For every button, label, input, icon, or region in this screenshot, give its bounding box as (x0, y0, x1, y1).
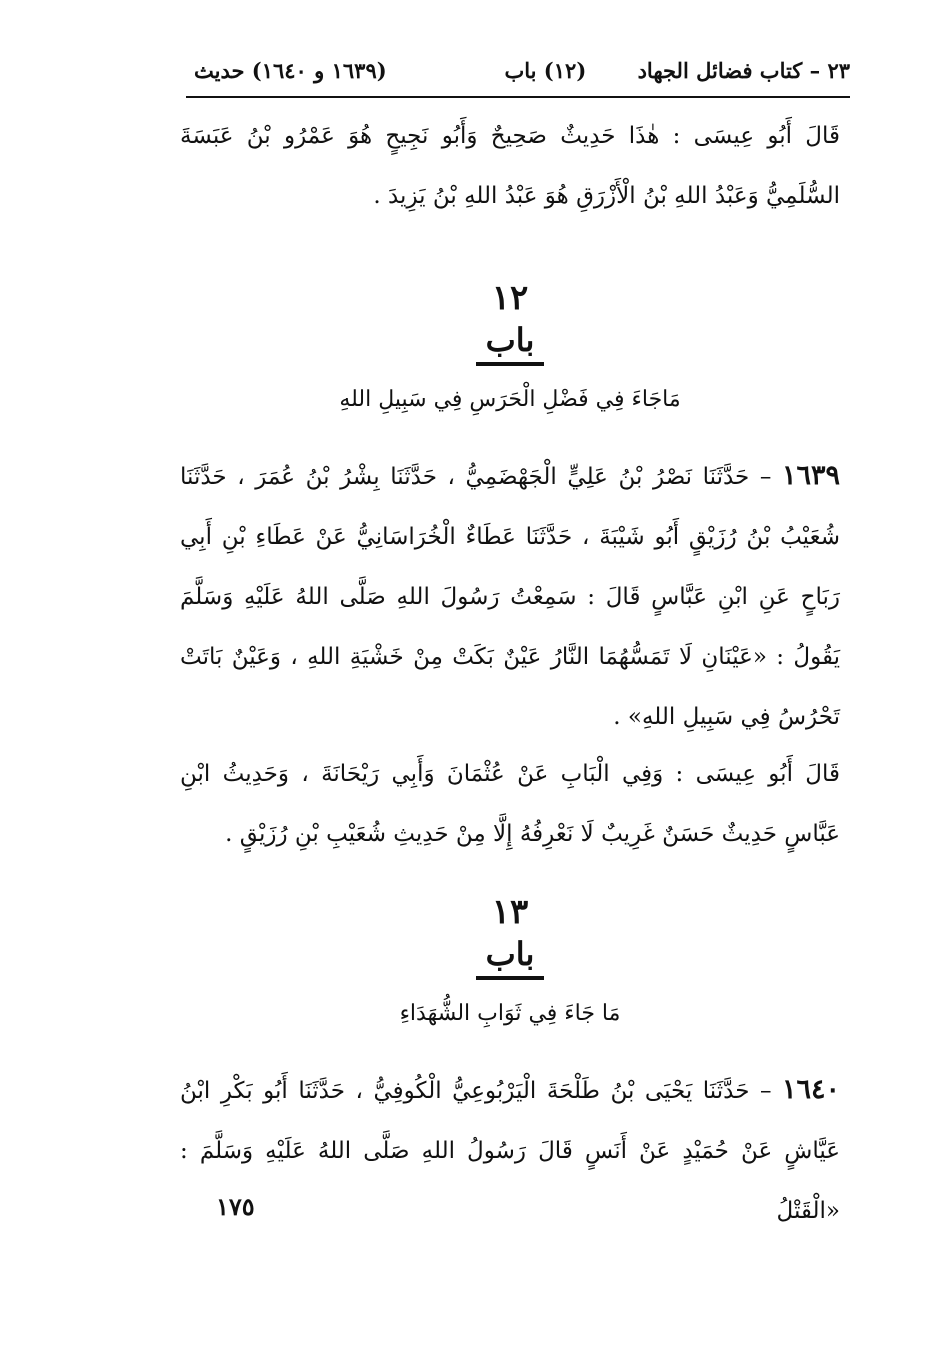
hadith-1639-number: ١٦٣٩ (782, 460, 841, 491)
comment-1639-text: قَالَ أَبُو عِيسَى : وَفِي الْبَابِ عَنْ عُثْمَانَ وَأَبِي رَيْحَانَةَ ، وَحَدِيثُ ابْنِ عَبَّاسٍ حَدِيثٌ حَسَنٌ غَرِيبٌ لَا نَعْرِفُهُ إِلَّا مِنْ حَدِيثِ شُعَيْبِ بْنِ رُزَيْقٍ . (180, 761, 840, 847)
hadith-1639-text: – حَدَّثَنَا نَصْرُ بْنُ عَلِيٍّ الْجَهْضَمِيُّ ، حَدَّثَنَا بِشْرُ بْنُ عُمَرَ ، حَدَّثَنَا شُعَيْبُ بْنُ رُزَيْقٍ أَبُو شَيْبَةَ ، حَدَّثَنَا عَطَاءٌ الْخُرَاسَانِيُّ عَنْ عَطَاءِ بْنِ أَبِي رَبَاحٍ عَنِ ابْنِ عَبَّاسٍ قَالَ : سَمِعْتُ رَسُولَ اللهِ صَلَّى اللهُ عَلَيْهِ وَسَلَّمَ يَقُولُ : «عَيْنَانِ لَا تَمَسُّهُمَا النَّارُ عَيْنٌ بَكَتْ مِنْ خَشْيَةِ اللهِ ، وَعَيْنٌ بَاتَتْ تَحْرُسُ فِي سَبِيلِ اللهِ» . (180, 464, 840, 730)
section-13-number: ١٣ (491, 892, 529, 932)
section-12-number: ١٢ (491, 278, 529, 318)
intro-text: قَالَ أَبُو عِيسَى : هٰذَا حَدِيثٌ صَحِيحٌ وَأَبُو نَجِيحٍ هُوَ عَمْرُو بْنُ عَبَسَةَ السُّلَمِيُّ وَعَبْدُ اللهِ بْنُ الْأَزْرَقِ هُوَ عَبْدُ اللهِ بْنُ يَزِيدَ . (180, 123, 840, 209)
comment-1639 (180, 744, 840, 864)
header-rule (186, 96, 850, 98)
section-12-title: مَاجَاءَ فِي فَضْلِ الْحَرَسِ فِي سَبِيلِ اللهِ (339, 387, 681, 412)
header-bab-label: (١٢) باب (504, 58, 587, 83)
section-13-title: مَا جَاءَ فِي ثَوَابِ الشُّهَدَاءِ (399, 1001, 621, 1026)
hadith-1640 (180, 1060, 840, 1241)
page-number: ١٧٥ (216, 1192, 255, 1221)
section-13-bab: باب (476, 934, 545, 980)
running-header (186, 54, 850, 94)
header-book-title (504, 58, 850, 83)
section-12-heading (180, 276, 840, 420)
intro-paragraph (180, 106, 840, 226)
header-book-label: ٢٣ – كتاب فضائل الجهاد (637, 58, 850, 83)
header-hadith-range: (١٦٣٩ و ١٦٤٠) حديث (194, 58, 387, 83)
section-12-bab: باب (476, 320, 545, 366)
hadith-1640-number: ١٦٤٠ (781, 1074, 840, 1105)
hadith-1639 (180, 446, 840, 747)
section-13-heading (180, 890, 840, 1034)
hadith-1640-text: – حَدَّثَنَا يَحْيَى بْنُ طَلْحَةَ الْيَرْبُوعِيُّ الْكُوفِيُّ ، حَدَّثَنَا أَبُو بَكْرِ ابْنُ عَيَّاشٍ عَنْ حُمَيْدٍ عَنْ أَنَسٍ قَالَ رَسُولُ اللهِ صَلَّى اللهُ عَلَيْهِ وَسَلَّمَ : «الْقَتْلُ (180, 1078, 840, 1224)
